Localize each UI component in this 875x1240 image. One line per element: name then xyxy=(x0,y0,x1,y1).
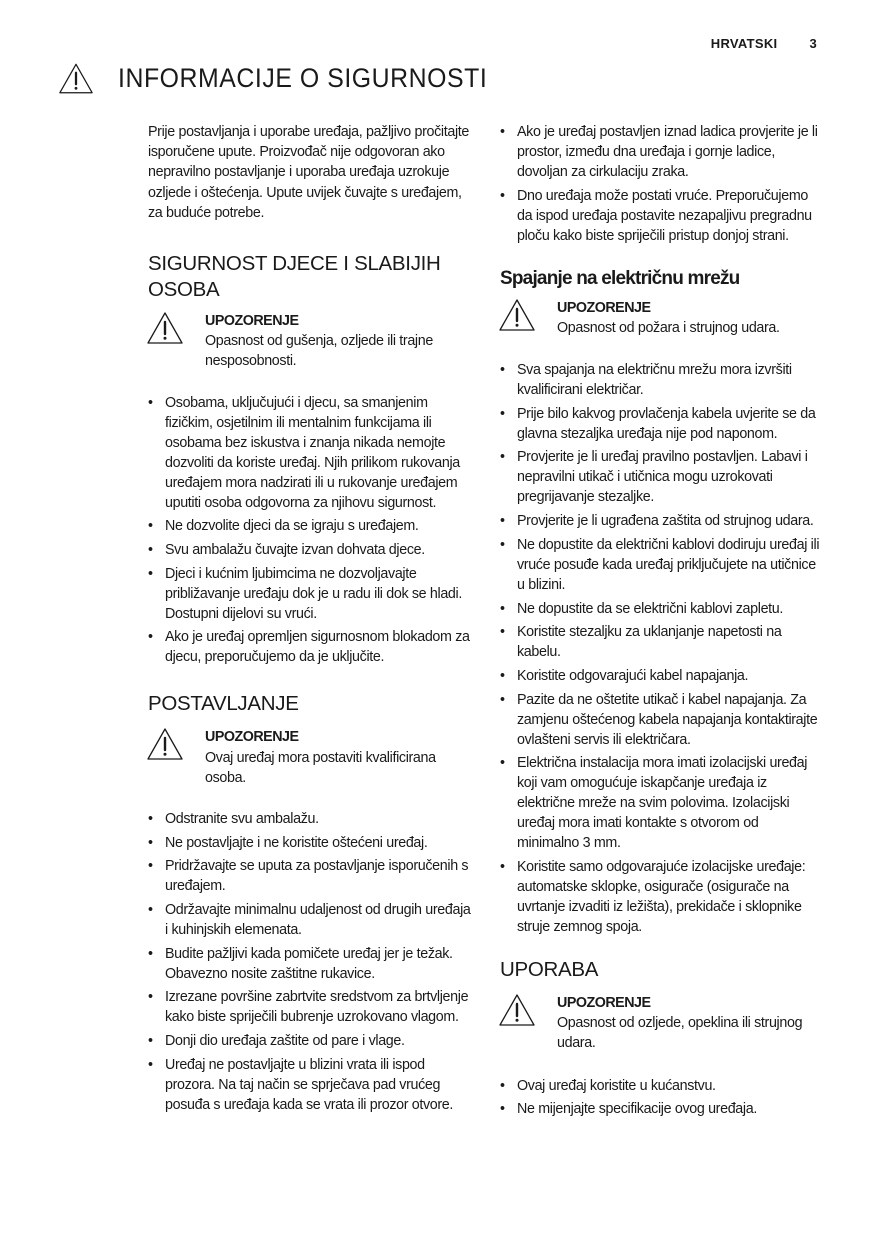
warning-triangle-icon xyxy=(498,298,536,332)
list-item: • Pridržavajte se uputa za postavljanje isporučenih s uređajem. xyxy=(148,856,472,896)
intro-paragraph: Prije postavljanja i uporabe uređaja, pažljivo pročitajte isporučene upute. Proizvođač nije odgovoran ako nepravilno postavljanje i uporaba uređaja uzrokuje ozljede i oštećenja. Upute uvijek čuvajte s uređajem, za buduće potrebe. xyxy=(148,124,469,221)
list-item: • Održavajte minimalnu udaljenost od drugih uređaja i kuhinjskih elemenata. xyxy=(148,900,472,940)
warning-triangle-icon xyxy=(498,993,536,1027)
list-item: • Ne dopustite da se električni kablovi zapletu. xyxy=(500,599,824,619)
list-item: • Koristite stezaljku za uklanjanje napetosti na kabelu. xyxy=(500,622,824,662)
warning-label: UPOZORENJE xyxy=(557,299,651,316)
list-item: • Prije bilo kakvog provlačenja kabela uvjerite se da glavna stezaljka uređaja nije pod naponom. xyxy=(500,404,824,444)
installation-list-continued xyxy=(500,122,824,246)
section-title-child-safety: SIGURNOST DJECE I SLABIJIH OSOBA xyxy=(148,252,441,302)
list-item: • Koristite odgovarajući kabel napajanja. xyxy=(500,666,824,686)
list-item: • Električna instalacija mora imati izolacijski uređaj koji vam omogućuje iskapčanje uređaja iz električne mreže na svim polovima. Izolacijski uređaj mora imati kontakte s otvorom od minimalno 3 mm. xyxy=(500,753,824,853)
list-item: • Svu ambalažu čuvajte izvan dohvata djece. xyxy=(148,540,472,560)
header-language: HRVATSKI xyxy=(710,36,778,51)
warning-label: UPOZORENJE xyxy=(205,313,299,330)
installation-list xyxy=(148,809,472,1115)
list-item: • Donji dio uređaja zaštite od pare i vlage. xyxy=(148,1031,472,1051)
warning-text: Opasnost od požara i strujnog udara. xyxy=(557,319,780,336)
electrical-list xyxy=(500,360,824,937)
warning-box-installation xyxy=(146,727,472,788)
list-item: • Provjerite je li ugrađena zaštita od strujnog udara. xyxy=(500,511,824,531)
list-item: • Osobama, uključujući i djecu, sa smanjenim fizičkim, osjetilnim ili mentalnim funkcijama ili osobama bez iskustva i znanja nikada nemojte dozvoliti da koriste uređaj. Njih prilikom rukovanja uređajem mora nadzirati ili u rukovanje uređajem uputiti osoba odgovorna za njihovu sigurnost. xyxy=(148,393,472,513)
list-item: • Uređaj ne postavljajte u blizini vrata ili ispod prozora. Na taj način se sprječava pad vrućeg posuđa s uređaja kada se vrata ili prozor otvore. xyxy=(148,1055,472,1115)
warning-triangle-icon xyxy=(146,727,184,761)
warning-text: Opasnost od ozljede, opeklina ili strujnog udara. xyxy=(557,1015,803,1052)
warning-label: UPOZORENJE xyxy=(557,994,651,1011)
list-item: • Ako je uređaj opremljen sigurnosnom blokadom za djecu, preporučujemo da je uključite. xyxy=(148,627,472,667)
list-item: • Ne dozvolite djeci da se igraju s uređajem. xyxy=(148,516,472,536)
section-title-installation: POSTAVLJANJE xyxy=(148,692,299,716)
page-number: 3 xyxy=(809,36,817,51)
section-title-electrical: Spajanje na električnu mrežu xyxy=(500,267,740,289)
page-title: INFORMACIJE O SIGURNOSTI xyxy=(118,63,488,93)
list-item: • Odstranite svu ambalažu. xyxy=(148,809,472,829)
list-item: • Provjerite je li uređaj pravilno postavljen. Labavi i nepravilni utikač i utičnica mogu uzrokovati pregrijavanje stezaljke. xyxy=(500,447,824,507)
warning-text: Opasnost od gušenja, ozljede ili trajne nesposobnosti. xyxy=(205,333,433,370)
list-item: • Budite pažljivi kada pomičete uređaj jer je težak. Obavezno nosite zaštitne rukavice. xyxy=(148,944,472,984)
list-item: • Ovaj uređaj koristite u kućanstvu. xyxy=(500,1076,824,1096)
right-column xyxy=(500,122,824,1123)
list-item: • Izrezane površine zabrtvite sredstvom za brtvljenje kako biste spriječili bubrenje uzrokovano vlagom. xyxy=(148,987,472,1027)
warning-label: UPOZORENJE xyxy=(205,729,299,746)
warning-text: Ovaj uređaj mora postaviti kvalificirana osoba. xyxy=(205,749,436,786)
list-item: • Ako je uređaj postavljen iznad ladica provjerite je li prostor, između dna uređaja i gornje ladice, dovoljan za cirkulaciju zraka. xyxy=(500,122,824,182)
usage-list xyxy=(500,1076,824,1120)
page-header xyxy=(711,36,817,51)
list-item: • Dno uređaja može postati vruće. Preporučujemo da ispod uređaja postavite nezapaljivu pregradnu ploču kako biste spriječili pristup donjoj strani. xyxy=(500,186,824,246)
list-item: • Djeci i kućnim ljubimcima ne dozvoljavajte približavanje uređaju dok je u radu ili dok se hladi. Dostupni dijelovi su vrući. xyxy=(148,564,472,624)
warning-box-child-safety xyxy=(146,311,472,372)
left-column xyxy=(148,122,472,1118)
warning-triangle-icon xyxy=(146,311,184,345)
list-item: • Koristite samo odgovarajuće izolacijske uređaje: automatske sklopke, osigurače (osigurače na uvrtanje izvaditi iz ležišta), prekidače i sklopnike struje zemnog spoja. xyxy=(500,857,824,937)
list-item: • Pazite da ne oštetite utikač i kabel napajanja. Za zamjenu oštećenog kabela napajanja kontaktirajte ovlašteni servis ili električara. xyxy=(500,690,824,750)
list-item: • Ne mijenjajte specifikacije ovog uređaja. xyxy=(500,1099,824,1119)
child-safety-list xyxy=(148,393,472,668)
warning-box-usage xyxy=(498,993,824,1054)
list-item: • Ne dopustite da električni kablovi dodiruju uređaj ili vruće posuđe kada uređaj priključujete na utičnice u blizini. xyxy=(500,535,824,595)
list-item: • Sva spajanja na električnu mrežu mora izvršiti kvalificirani električar. xyxy=(500,360,824,400)
warning-box-electrical xyxy=(498,298,824,338)
list-item: • Ne postavljajte i ne koristite oštećeni uređaj. xyxy=(148,833,472,853)
warning-triangle-icon xyxy=(58,62,94,95)
main-title-block xyxy=(58,62,519,95)
section-title-usage: UPORABA xyxy=(500,957,599,981)
